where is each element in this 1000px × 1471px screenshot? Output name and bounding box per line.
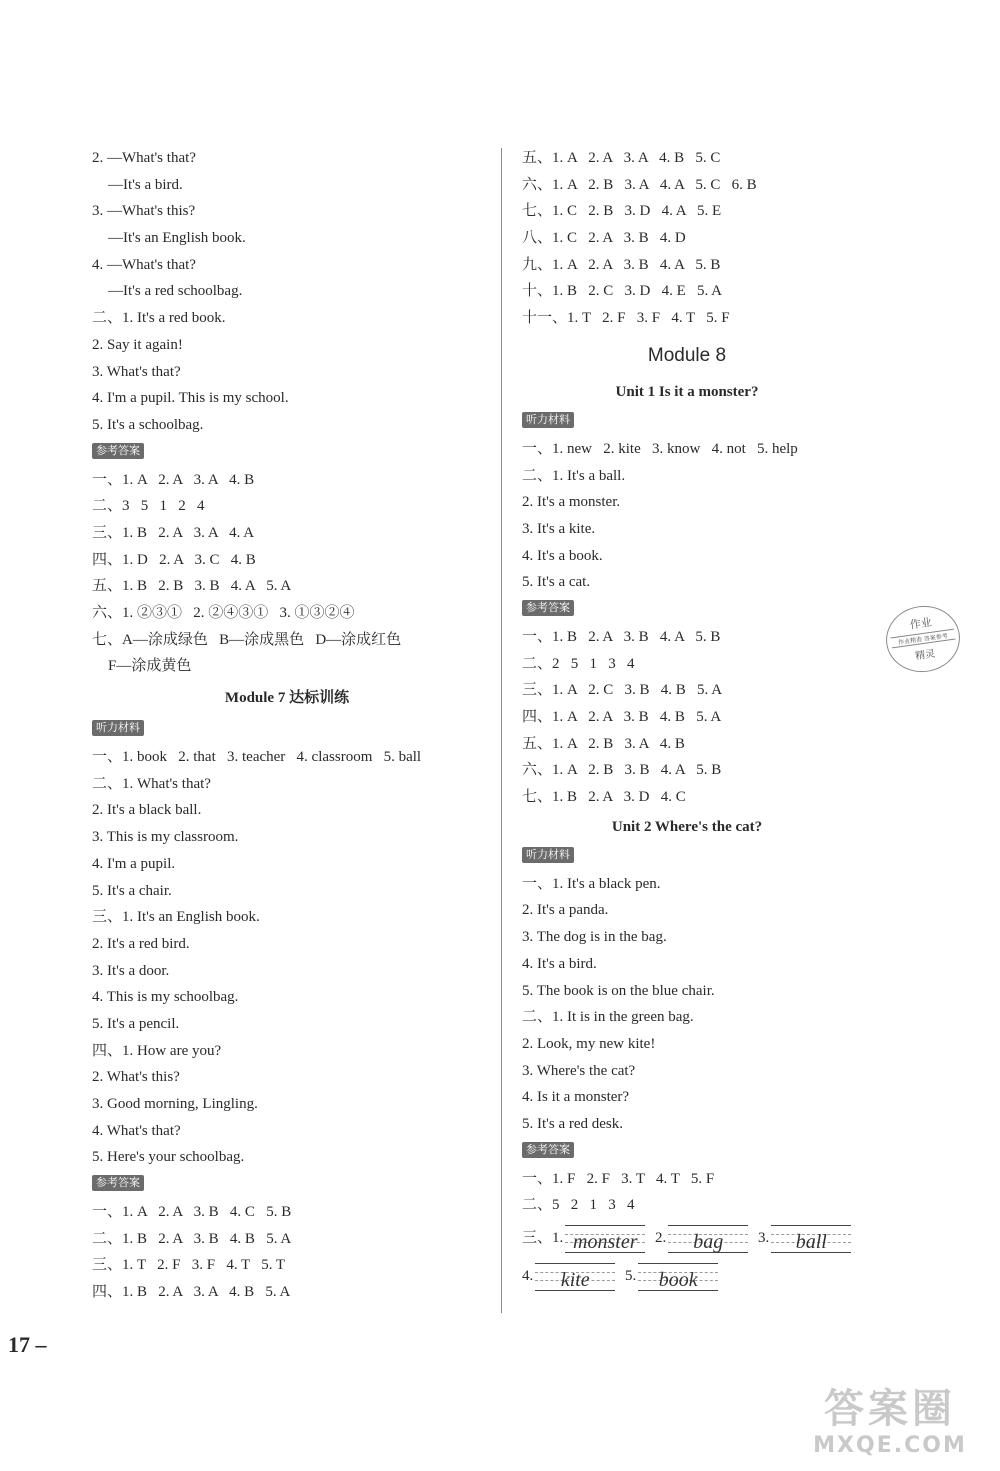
text-line: 4. It's a book.: [522, 547, 603, 564]
text-line: 2. It's a panda.: [522, 902, 609, 919]
text-line: 二、3 5 1 2 4: [92, 498, 205, 515]
section-heading: Module 7 达标训练: [224, 690, 350, 707]
text-line: 三、1. B 2. A 3. A 4. A: [92, 524, 255, 541]
text-line: 2. What's this?: [92, 1069, 180, 1086]
text-line: 4. It's a bird.: [522, 955, 597, 972]
text-line: 5. It's a cat.: [522, 574, 591, 591]
text-line: 5. It's a red desk.: [522, 1115, 624, 1132]
listening-tag: 听力材料: [522, 847, 574, 863]
text-line: 2. It's a monster.: [522, 494, 621, 511]
text-line: 4. This is my schoolbag.: [92, 989, 239, 1006]
text-line: 十、1. B 2. C 3. D 4. E 5. A: [522, 283, 723, 300]
text-line: 六、1. A 2. B 3. A 4. A 5. C 6. B: [522, 176, 757, 193]
text-line: 一、1. A 2. A 3. B 4. C 5. B: [92, 1204, 292, 1221]
item-number: 2.: [655, 1230, 667, 1246]
text-line: 5. It's a chair.: [92, 882, 172, 899]
text-line: 二、1. B 2. A 3. B 4. B 5. A: [92, 1230, 292, 1247]
item-number: 5.: [625, 1268, 637, 1284]
text-line: 3. Good morning, Lingling.: [92, 1096, 258, 1112]
unit1-answers: [522, 624, 852, 811]
text-line: 3. This is my classroom.: [92, 829, 239, 846]
text-line: 3. It's a door.: [92, 962, 170, 979]
text-line: 六、1. A 2. B 3. B 4. A 5. B: [522, 762, 722, 779]
text-line: 三、1. T 2. F 3. F 4. T 5. T: [92, 1257, 286, 1274]
text-line: 一、1. book 2. that 3. teacher 4. classroom 5. ball: [92, 749, 422, 766]
text-line: 5. The book is on the blue chair.: [522, 982, 715, 999]
right-column: [522, 145, 852, 1295]
stamp-logo: 作业 作业精准 答案参考 精灵: [882, 601, 964, 677]
handwritten-answer: book: [638, 1263, 718, 1291]
text-line: 四、1. How are you?: [92, 1042, 222, 1059]
watermark-logo: 答案圈 MXQE.COM: [813, 1386, 967, 1458]
left-block3: [92, 744, 482, 1171]
left-block2: [92, 467, 482, 681]
text-line: 4. —What's that?: [92, 256, 196, 273]
text-line: 五、1. A 2. A 3. A 4. B 5. C: [522, 150, 721, 166]
text-line: 九、1. A 2. A 3. B 4. A 5. B: [522, 256, 721, 273]
text-line: 六、1. ②③① 2. ②④③① 3. ①③②④: [92, 605, 355, 621]
text-line: 二、5 2 1 3 4: [522, 1197, 635, 1214]
handwritten-answer: kite: [535, 1263, 615, 1291]
text-line: 一、1. new 2. kite 3. know 4. not 5. help: [522, 440, 798, 457]
text-line: 四、1. A 2. A 3. B 4. B 5. A: [522, 709, 722, 725]
unit1-heading: Unit 1 Is it a monster?: [615, 383, 759, 400]
text-line: 3. The dog is in the bag.: [522, 929, 667, 946]
text-line: 一、1. It's a black pen.: [522, 875, 661, 892]
answers-tag: 参考答案: [92, 1175, 144, 1191]
text-line: 2. It's a black ball.: [92, 802, 202, 819]
text-line: F—涂成黄色: [108, 658, 192, 675]
text-line: 十一、1. T 2. F 3. F 4. T 5. F: [522, 310, 730, 327]
text-line: 七、1. B 2. A 3. D 4. C: [522, 789, 686, 806]
answers-tag: 参考答案: [522, 1142, 574, 1158]
page-number: 17 –: [8, 1332, 47, 1357]
item-number: 4.: [522, 1268, 534, 1284]
text-line: 一、1. A 2. A 3. A 4. B: [92, 471, 255, 488]
text-line: —It's a red schoolbag.: [108, 283, 243, 300]
unit1-listening: [522, 436, 852, 596]
text-line: 4. I'm a pupil.: [92, 855, 176, 872]
text-line: 一、1. F 2. F 3. T 4. T 5. F: [522, 1170, 715, 1187]
item-number: 3.: [758, 1230, 770, 1246]
text-line: 五、1. B 2. B 3. B 4. A 5. A: [92, 578, 292, 595]
text-line: 七、1. C 2. B 3. D 4. A 5. E: [522, 203, 722, 220]
handwritten-answer: monster: [565, 1225, 645, 1253]
text-line: 八、1. C 2. A 3. B 4. D: [522, 230, 686, 247]
text-line: 4. Is it a monster?: [522, 1089, 630, 1106]
handwritten-answer: ball: [771, 1225, 851, 1253]
text-line: 三、1. A 2. C 3. B 4. B 5. A: [522, 682, 723, 699]
handwritten-answer: bag: [668, 1225, 748, 1253]
text-line: 七、A—涂成绿色 B—涂成黑色 D—涂成红色: [92, 631, 402, 648]
text-line: 二、2 5 1 3 4: [522, 655, 635, 672]
text-line: 3. What's that?: [92, 363, 181, 380]
text-line: 5. Here's your schoolbag.: [92, 1149, 245, 1166]
left-column: [92, 145, 482, 1306]
text-line: 2. Look, my new kite!: [522, 1035, 656, 1052]
text-line: 一、1. B 2. A 3. B 4. A 5. B: [522, 628, 721, 645]
text-line: 2. Say it again!: [92, 336, 183, 353]
module-title: Module 8: [647, 344, 727, 366]
handwriting-row: [522, 1257, 852, 1295]
listening-tag: 听力材料: [92, 720, 144, 736]
unit2-listening: [522, 871, 852, 1138]
text-line: 4. What's that?: [92, 1122, 181, 1139]
text-line: —It's a bird.: [108, 176, 183, 193]
listening-tag: 听力材料: [522, 412, 574, 428]
text-line: 5. It's a schoolbag.: [92, 416, 204, 433]
text-line: 3. —What's this?: [92, 203, 196, 220]
text-line: 二、1. What's that?: [92, 775, 211, 792]
right-block1: [522, 145, 852, 332]
text-line: 2. —What's that?: [92, 150, 196, 166]
item-number: 1.: [552, 1230, 564, 1246]
column-divider: [501, 148, 502, 1313]
text-line: —It's an English book.: [108, 230, 246, 247]
text-line: 五、1. A 2. B 3. A 4. B: [522, 735, 685, 752]
text-line: 四、1. B 2. A 3. A 4. B 5. A: [92, 1284, 291, 1301]
unit2-answers: [522, 1166, 852, 1219]
text-line: 四、1. D 2. A 3. C 4. B: [92, 551, 256, 568]
left-block4: [92, 1199, 482, 1306]
text-line: 5. It's a pencil.: [92, 1015, 180, 1032]
answers-tag: 参考答案: [522, 600, 574, 616]
text-line: 三、1. It's an English book.: [92, 909, 260, 926]
item-prefix: 三、: [522, 1230, 553, 1246]
text-line: 二、1. It is in the green bag.: [522, 1009, 694, 1026]
text-line: 二、1. It's a ball.: [522, 467, 626, 484]
text-line: 2. It's a red bird.: [92, 935, 190, 952]
text-line: 3. Where's the cat?: [522, 1062, 636, 1079]
text-line: 二、1. It's a red book.: [92, 310, 226, 327]
handwriting-row: [522, 1219, 852, 1257]
unit2-heading: Unit 2 Where's the cat?: [611, 818, 763, 835]
text-line: 3. It's a kite.: [522, 520, 596, 537]
answers-tag: 参考答案: [92, 443, 144, 459]
text-line: 4. I'm a pupil. This is my school.: [92, 390, 289, 407]
left-block1: [92, 145, 482, 439]
